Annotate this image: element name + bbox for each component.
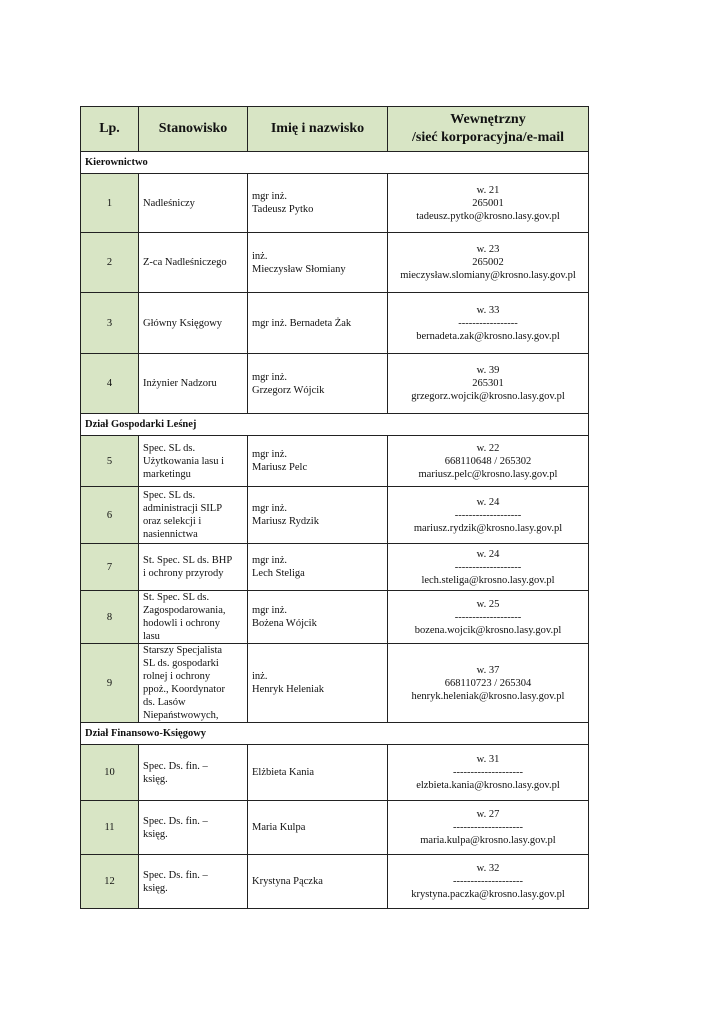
section-row: [81, 723, 589, 745]
row-position: Inżynier Nadzoru: [139, 354, 248, 414]
row-position: Spec. SL ds. Użytkowania lasu i marketingu: [139, 436, 248, 487]
table-row: [81, 745, 589, 801]
row-name: inż. Henryk Heleniak: [248, 644, 388, 723]
table-row: [81, 436, 589, 487]
section-title: Dział Finansowo-Księgowy: [81, 723, 589, 745]
section-row: [81, 414, 589, 436]
header-row: [81, 107, 589, 152]
row-name: mgr inż. Tadeusz Pytko: [248, 174, 388, 233]
row-contact: w. 37 668110723 / 265304 henryk.heleniak@krosno.lasy.gov.pl: [388, 644, 589, 723]
row-contact: w. 24 ------------------- mariusz.rydzik@krosno.lasy.gov.pl: [388, 487, 589, 544]
row-position: Spec. Ds. fin. – księg.: [139, 745, 248, 801]
table-row: [81, 801, 589, 855]
row-position: Główny Księgowy: [139, 293, 248, 354]
row-number: 6: [81, 487, 139, 544]
row-contact: w. 27 -------------------- maria.kulpa@krosno.lasy.gov.pl: [388, 801, 589, 855]
row-position: St. Spec. SL ds. Zagospodarowania, hodowli i ochrony lasu: [139, 591, 248, 644]
row-number: 10: [81, 745, 139, 801]
row-contact: w. 31 -------------------- elzbieta.kania@krosno.lasy.gov.pl: [388, 745, 589, 801]
table-row: [81, 644, 589, 723]
header-contact: Wewnętrzny /sieć korporacyjna/e-mail: [388, 107, 589, 152]
row-number: 9: [81, 644, 139, 723]
row-name: mgr inż. Mariusz Pelc: [248, 436, 388, 487]
section-title: Kierownictwo: [81, 152, 589, 174]
row-number: 4: [81, 354, 139, 414]
row-name: inż. Mieczysław Słomiany: [248, 233, 388, 293]
header-lp: Lp.: [81, 107, 139, 152]
row-name: mgr inż. Grzegorz Wójcik: [248, 354, 388, 414]
staff-directory-table: [80, 106, 589, 909]
row-number: 7: [81, 544, 139, 591]
row-contact: w. 39 265301 grzegorz.wojcik@krosno.lasy.gov.pl: [388, 354, 589, 414]
table-row: [81, 591, 589, 644]
row-position: Spec. SL ds. administracji SILP oraz selekcji i nasiennictwa: [139, 487, 248, 544]
row-position: Z-ca Nadleśniczego: [139, 233, 248, 293]
row-position: Nadleśniczy: [139, 174, 248, 233]
row-number: 2: [81, 233, 139, 293]
table-row: [81, 354, 589, 414]
table-row: [81, 174, 589, 233]
table-row: [81, 487, 589, 544]
row-number: 11: [81, 801, 139, 855]
row-number: 5: [81, 436, 139, 487]
row-number: 1: [81, 174, 139, 233]
table-row: [81, 233, 589, 293]
row-position: Starszy Specjalista SL ds. gospodarki rolnej i ochrony ppoż., Koordynator ds. Lasów Niepaństwowych,: [139, 644, 248, 723]
row-contact: w. 23 265002 mieczysław.slomiany@krosno.lasy.gov.pl: [388, 233, 589, 293]
row-number: 8: [81, 591, 139, 644]
row-position: Spec. Ds. fin. – księg.: [139, 855, 248, 909]
row-name: Maria Kulpa: [248, 801, 388, 855]
row-number: 3: [81, 293, 139, 354]
row-contact: w. 33 ----------------- bernadeta.zak@krosno.lasy.gov.pl: [388, 293, 589, 354]
table-row: [81, 544, 589, 591]
table-row: [81, 293, 589, 354]
row-contact: w. 32 -------------------- krystyna.paczka@krosno.lasy.gov.pl: [388, 855, 589, 909]
row-name: Elżbieta Kania: [248, 745, 388, 801]
row-position: St. Spec. SL ds. BHP i ochrony przyrody: [139, 544, 248, 591]
row-position: Spec. Ds. fin. – księg.: [139, 801, 248, 855]
section-title: Dział Gospodarki Leśnej: [81, 414, 589, 436]
row-name: mgr inż. Lech Steliga: [248, 544, 388, 591]
row-contact: w. 22 668110648 / 265302 mariusz.pelc@krosno.lasy.gov.pl: [388, 436, 589, 487]
header-position: Stanowisko: [139, 107, 248, 152]
row-name: Krystyna Pączka: [248, 855, 388, 909]
row-contact: w. 25 ------------------- bozena.wojcik@krosno.lasy.gov.pl: [388, 591, 589, 644]
row-name: mgr inż. Mariusz Rydzik: [248, 487, 388, 544]
section-row: [81, 152, 589, 174]
table-row: [81, 855, 589, 909]
row-name: mgr inż. Bożena Wójcik: [248, 591, 388, 644]
row-contact: w. 21 265001 tadeusz.pytko@krosno.lasy.gov.pl: [388, 174, 589, 233]
row-number: 12: [81, 855, 139, 909]
header-name: Imię i nazwisko: [248, 107, 388, 152]
row-contact: w. 24 ------------------- lech.steliga@krosno.lasy.gov.pl: [388, 544, 589, 591]
row-name: mgr inż. Bernadeta Żak: [248, 293, 388, 354]
